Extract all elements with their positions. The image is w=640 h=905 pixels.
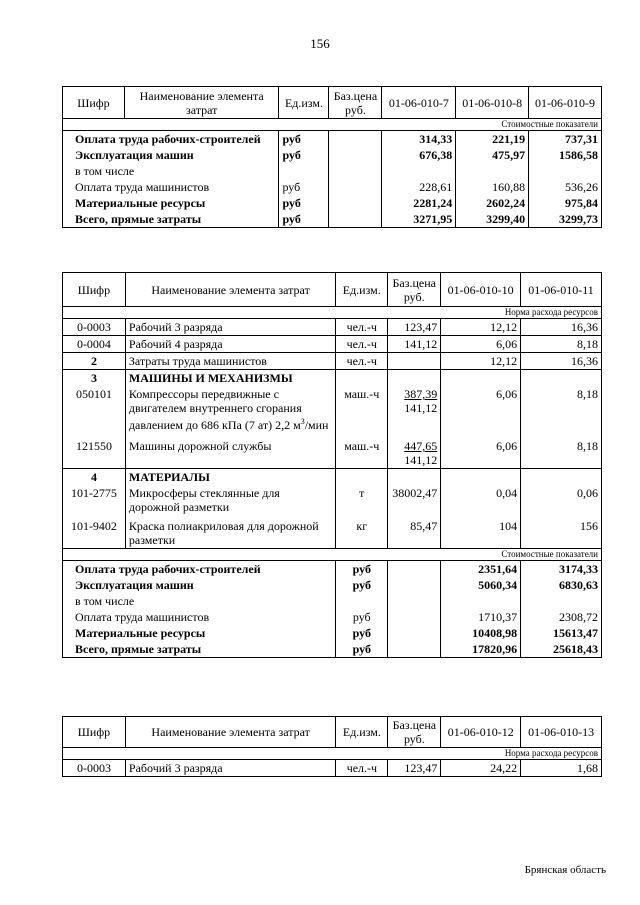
price-cell: 387,39 141,12 — [388, 386, 441, 433]
price-cell — [329, 195, 382, 211]
value-cell: 16,36 — [521, 353, 602, 370]
table-row — [63, 195, 602, 211]
table-row — [63, 131, 602, 148]
value-cell: 156 — [521, 515, 602, 549]
value-cell: 17820,96 — [441, 641, 521, 658]
value-cell: 6830,63 — [521, 577, 602, 593]
table-row — [63, 485, 602, 515]
cost-table-2 — [62, 272, 602, 658]
price-cell — [388, 593, 441, 609]
value-cell: 314,33 — [382, 131, 456, 148]
table-row — [63, 641, 602, 658]
col-header: Баз.цена руб. — [388, 273, 441, 307]
value-cell — [456, 163, 529, 179]
value-cell: 8,18 — [521, 386, 602, 433]
unit-cell — [336, 593, 388, 609]
price-cell — [388, 353, 441, 370]
code-cell: 101-9402 — [63, 515, 126, 549]
price-cell: 123,47 — [388, 760, 441, 777]
value-cell: 2281,24 — [382, 195, 456, 211]
value-cell: 737,31 — [529, 131, 602, 148]
price-cell: 85,47 — [388, 515, 441, 549]
col-header: 01-06-010-8 — [456, 87, 529, 119]
code-cell: 0-0003 — [63, 319, 126, 336]
section-code: 3 — [63, 370, 126, 387]
unit-cell: руб — [336, 609, 388, 625]
value-cell: 2602,24 — [456, 195, 529, 211]
value-cell: 3299,73 — [529, 211, 602, 228]
value-cell: 1710,37 — [441, 609, 521, 625]
col-header: Баз.цена руб. — [388, 717, 441, 748]
col-header: Шифр — [63, 273, 126, 307]
footer-region: Брянская область — [524, 864, 606, 876]
value-cell: 2351,64 — [441, 561, 521, 578]
unit-cell: чел.-ч — [336, 760, 388, 777]
value-cell: 8,18 — [521, 336, 602, 353]
unit-cell: руб — [279, 211, 329, 228]
section-code: 4 — [63, 469, 126, 486]
value-cell: 15613,47 — [521, 625, 602, 641]
code-cell: 2 — [63, 353, 126, 370]
value-cell: 8,18 — [521, 433, 602, 469]
unit-cell: маш.-ч — [336, 433, 388, 469]
unit-cell: кг — [336, 515, 388, 549]
price-cell — [329, 163, 382, 179]
col-header: 01-06-010-9 — [529, 87, 602, 119]
table-header-row — [63, 717, 602, 748]
col-header: Ед.изм. — [336, 273, 388, 307]
value-cell — [382, 163, 456, 179]
table-row — [63, 433, 602, 469]
price-cell: 123,47 — [388, 319, 441, 336]
price-cell — [329, 211, 382, 228]
value-cell: 10408,98 — [441, 625, 521, 641]
col-header: Наименование элемента затрат — [125, 717, 336, 748]
price-cell — [388, 625, 441, 641]
value-cell — [529, 163, 602, 179]
name-cell: Всего, прямые затраты — [63, 641, 336, 658]
value-cell: 1,68 — [521, 760, 602, 777]
col-header: 01-06-010-7 — [382, 87, 456, 119]
table-row — [63, 625, 602, 641]
table-header-row — [63, 87, 602, 119]
section-subheader: Норма расхода ресурсов — [63, 307, 602, 319]
name-cell: Материальные ресурсы — [63, 625, 336, 641]
name-cell: Рабочий 3 разряда — [125, 319, 335, 336]
price-cell: 38002,47 — [388, 485, 441, 515]
name-cell: Компрессоры передвижные с двигателем внутреннего сгорания давлением до 686 кПа (7 ат) 2,2 $м^3$/мин — [125, 386, 335, 433]
col-header: Ед.изм. — [336, 717, 388, 748]
name-cell: Рабочий 4 разряда — [125, 336, 335, 353]
value-cell: 221,19 — [456, 131, 529, 148]
col-header: Наименование элемента затрат — [124, 87, 279, 119]
value-cell — [521, 593, 602, 609]
table-row — [63, 163, 602, 179]
price-cell — [329, 147, 382, 163]
col-header: Шифр — [63, 717, 126, 748]
t1-rows — [63, 131, 602, 228]
name-cell: Микросферы стеклянные для дорожной разметки — [125, 485, 335, 515]
section-title: МАШИНЫ И МЕХАНИЗМЫ — [125, 370, 335, 387]
page-number: 156 — [310, 36, 330, 51]
value-cell: 0,04 — [441, 485, 521, 515]
name-cell: Краска полиакриловая для дорожной разметки — [125, 515, 335, 549]
name-cell: Оплата труда машинистов — [63, 179, 279, 195]
unit-cell: чел.-ч — [336, 319, 388, 336]
unit-cell: чел.-ч — [336, 353, 388, 370]
name-cell: Оплата труда машинистов — [63, 609, 336, 625]
col-header: Баз.цена руб. — [329, 87, 382, 119]
table-row — [63, 147, 602, 163]
section-subheader: Стоимостные показатели — [63, 549, 602, 561]
value-cell: 25618,43 — [521, 641, 602, 658]
col-header: Шифр — [63, 87, 125, 119]
table-row — [63, 179, 602, 195]
value-cell: 0,06 — [521, 485, 602, 515]
value-cell: 228,61 — [382, 179, 456, 195]
price-cell — [388, 577, 441, 593]
value-cell: 24,22 — [441, 760, 521, 777]
name-cell: Затраты труда машинистов — [125, 353, 335, 370]
section-subheader: Норма расхода ресурсов — [63, 748, 602, 760]
section-subheader: Стоимостные показатели — [63, 119, 602, 131]
table-row — [63, 609, 602, 625]
value-cell: 475,97 — [456, 147, 529, 163]
value-cell: 6,06 — [441, 433, 521, 469]
table-row — [63, 319, 602, 336]
name-cell: Оплата труда рабочих-строителей — [63, 561, 336, 578]
value-cell: 5060,34 — [441, 577, 521, 593]
unit-cell: руб — [336, 625, 388, 641]
price-cell — [329, 179, 382, 195]
t2-totals — [63, 561, 602, 658]
value-cell: 6,06 — [441, 336, 521, 353]
value-cell: 3299,40 — [456, 211, 529, 228]
value-cell: 3271,95 — [382, 211, 456, 228]
value-cell: 1586,58 — [529, 147, 602, 163]
table-row — [63, 386, 602, 433]
unit-cell: руб — [336, 577, 388, 593]
value-cell: 536,26 — [529, 179, 602, 195]
name-cell: Материальные ресурсы — [63, 195, 279, 211]
name-cell: Машины дорожной службы — [125, 433, 335, 469]
value-cell: 6,06 — [441, 386, 521, 433]
value-cell: 12,12 — [441, 319, 521, 336]
table-row — [63, 593, 602, 609]
table-row — [63, 211, 602, 228]
section-title: МАТЕРИАЛЫ — [125, 469, 335, 486]
table-row — [63, 353, 602, 370]
price-cell — [329, 131, 382, 148]
table-row — [63, 515, 602, 549]
code-cell: 101-2775 — [63, 485, 126, 515]
table-row — [63, 760, 602, 777]
price-cell — [388, 609, 441, 625]
value-cell: 12,12 — [441, 353, 521, 370]
table-header-row — [63, 273, 602, 307]
value-cell: 160,88 — [456, 179, 529, 195]
value-cell: 2308,72 — [521, 609, 602, 625]
unit-cell: т — [336, 485, 388, 515]
price-cell: 141,12 — [388, 336, 441, 353]
code-cell: 0-0003 — [63, 760, 126, 777]
col-header: 01-06-010-12 — [441, 717, 521, 748]
value-cell: 3174,33 — [521, 561, 602, 578]
unit-cell: маш.-ч — [336, 386, 388, 433]
name-cell: Оплата труда рабочих-строителей — [63, 131, 279, 148]
col-header: Наименование элемента затрат — [125, 273, 335, 307]
unit-cell: руб — [279, 195, 329, 211]
name-cell: Всего, прямые затраты — [63, 211, 279, 228]
name-cell: в том числе — [63, 163, 279, 179]
value-cell — [441, 593, 521, 609]
cost-table-1 — [62, 86, 602, 228]
code-cell: 121550 — [63, 433, 126, 469]
unit-cell: руб — [279, 131, 329, 148]
value-cell: 676,38 — [382, 147, 456, 163]
cost-table-3 — [62, 716, 602, 777]
name-cell: в том числе — [63, 593, 336, 609]
unit-cell: руб — [336, 641, 388, 658]
unit-cell — [279, 163, 329, 179]
name-cell: Эксплуатация машин — [63, 147, 279, 163]
value-cell: 104 — [441, 515, 521, 549]
section-row — [63, 370, 602, 387]
value-cell: 16,36 — [521, 319, 602, 336]
unit-cell: чел.-ч — [336, 336, 388, 353]
table-row — [63, 577, 602, 593]
col-header: Ед.изм. — [279, 87, 329, 119]
section-row — [63, 469, 602, 486]
price-cell — [388, 561, 441, 578]
table-row — [63, 561, 602, 578]
name-cell: Рабочий 3 разряда — [125, 760, 336, 777]
unit-cell: руб — [279, 147, 329, 163]
col-header: 01-06-010-10 — [441, 273, 521, 307]
col-header: 01-06-010-13 — [521, 717, 602, 748]
price-cell: 447,65 141,12 — [388, 433, 441, 469]
name-cell: Эксплуатация машин — [63, 577, 336, 593]
price-cell — [388, 641, 441, 658]
col-header: 01-06-010-11 — [521, 273, 602, 307]
table-row — [63, 336, 602, 353]
code-cell: 0-0004 — [63, 336, 126, 353]
code-cell: 050101 — [63, 386, 126, 433]
value-cell: 975,84 — [529, 195, 602, 211]
unit-cell: руб — [279, 179, 329, 195]
unit-cell: руб — [336, 561, 388, 578]
